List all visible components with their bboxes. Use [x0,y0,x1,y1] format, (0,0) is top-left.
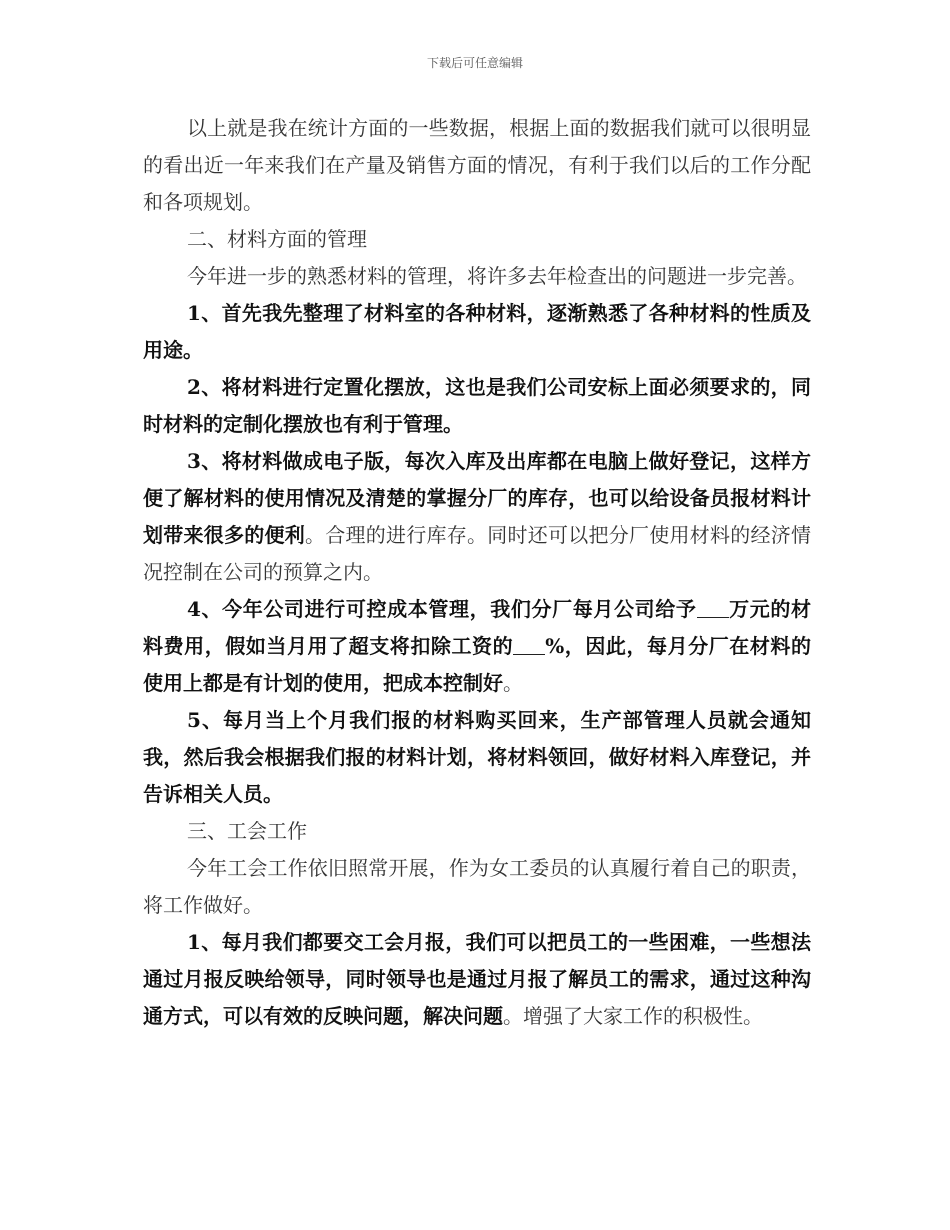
paragraph-union-intro: 今年工会工作依旧照常开展，作为女工委员的认真履行着自己的职责，将工作做好。 [143,856,811,917]
paragraph-materials-intro: 今年进一步的熟悉材料的管理，将许多去年检查出的问题进一步完善。 [187,264,807,288]
paragraph-summary: 以上就是我在统计方面的一些数据，根据上面的数据我们就可以很明显的看出近一年来我们在产量及销售方面的情况，有利于我们以后的工作分配和各项规划。 [143,116,811,214]
blank-amount [697,599,729,618]
list-item-1: 1、首先我先整理了材料室的各种材料，逐渐熟悉了各种材料的性质及用途。 [143,301,811,362]
document-body [143,110,811,1035]
blank-percent [513,636,545,655]
list-item-3-bold: 3、将材料做成电子版，每次入库及出库都在电脑上做好登记，这样方便了解材料的使用情况及清楚的掌握分厂的库存，也可以给设备员报材料计划带来很多的便利 [143,449,811,547]
list-item-union-1-bold: 1、每月我们都要交工会月报，我们可以把员工的一些困难，一些想法通过月报反映给领导，同时领导也是通过月报了解员工的需求，通过这种沟通方式，可以有效的反映问题，解决问题 [143,930,811,1028]
list-item-2: 2、将材料进行定置化摆放，这也是我们公司安标上面必须要求的，同时材料的定制化摆放也有利于管理。 [143,375,811,436]
list-item-4-part-a: 4、今年公司进行可控成本管理，我们分厂每月公司给予 [187,597,697,621]
list-item-3-plain: 。合理的进行库存。同时还可以把分厂使用材料的经济情况控制在公司的预算之内。 [143,523,811,584]
list-item-4-part-c: %，因此，每月分厂在材料的使用上都是有计划的使用，把成本控制好 [143,634,812,695]
list-item-union-1 [143,924,811,1035]
list-item-5: 5、每月当上个月我们报的材料购买回来，生产部管理人员就会通知我，然后我会根据我们报的材料计划，将材料领回，做好材料入库登记，并告诉相关人员。 [143,708,811,806]
list-item-3 [143,443,811,591]
list-item-4 [143,591,811,702]
list-item-union-1-plain: 。增强了大家工作的积极性。 [503,1004,763,1028]
section-heading-union: 三、工会工作 [187,819,307,843]
list-item-4-part-b: 万元的材料费用，假如当月用了超支将扣除工资的 [143,597,812,658]
page-header: 下载后可任意编辑 [426,56,523,70]
list-item-4-end: 。 [503,671,523,695]
section-heading-materials: 二、材料方面的管理 [187,227,367,251]
